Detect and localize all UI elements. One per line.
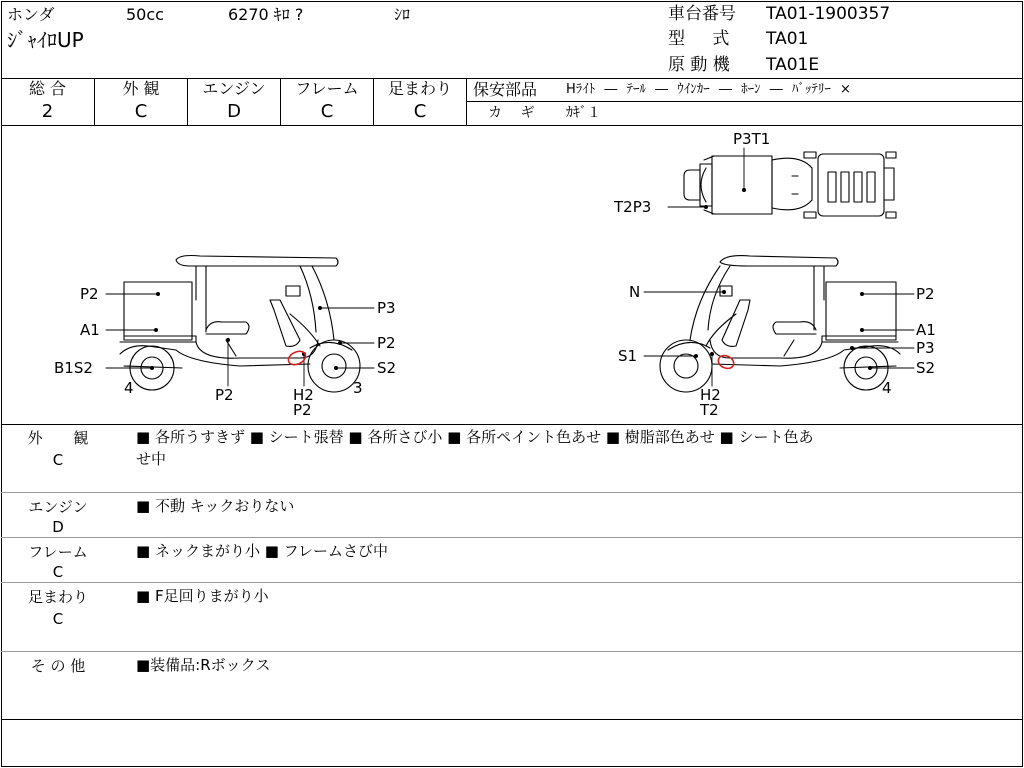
label-left-b1s2: B1S2 xyxy=(54,359,93,377)
remark-suspension-label: 足まわり xyxy=(27,588,88,606)
remark-engine-grade: D xyxy=(52,518,64,536)
label-right-4: 4 xyxy=(882,379,892,397)
label-right-p2: P2 xyxy=(916,285,935,303)
label-right-h2: H2 xyxy=(700,386,721,404)
grade-overall-value: 2 xyxy=(41,101,54,122)
label-left-p3: P3 xyxy=(377,299,396,317)
leader-lines xyxy=(106,148,914,386)
rule-grade-mid xyxy=(466,101,1022,102)
remark-exterior-line2: せ中 xyxy=(136,450,167,468)
label-left-s2: S2 xyxy=(377,359,397,377)
frame-no-label: 車台番号 xyxy=(668,4,736,24)
left-side-view-scooter xyxy=(120,256,360,393)
grade-suspension-value: C xyxy=(413,101,427,122)
remark-exterior-grade: C xyxy=(52,451,64,469)
remark-engine-label: エンジン xyxy=(28,498,88,516)
grade-overall-label: 総 合 xyxy=(28,79,67,98)
safety-items: Hﾗｲﾄ ― ﾃｰﾙ ― ｳｲﾝｶｰ ― ﾎｰﾝ ― ﾊﾞｯﾃﾘｰ × xyxy=(566,82,851,97)
grade-exterior-label: 外 観 xyxy=(122,79,160,98)
frame-no: TA01-1900357 xyxy=(766,4,891,24)
safety-label: 保安部品 xyxy=(473,80,538,99)
remark-other-line1: ■装備品:Rボックス xyxy=(136,656,271,674)
remark-suspension-line1: ■ F足回りまがり小 xyxy=(136,587,269,605)
remark-exterior-label: 外 観 xyxy=(27,429,89,447)
mileage: 6270 ｷﾛ ? xyxy=(228,5,304,24)
rule-diagram-bottom xyxy=(1,424,1022,425)
engine-label: 原 動 機 xyxy=(668,55,730,75)
grade-frame-label: フレーム xyxy=(295,79,359,98)
remark-other-label: そ の 他 xyxy=(30,657,86,675)
remark-frame-line1: ■ ネックまがり小 ■ フレームさび中 xyxy=(136,542,389,560)
right-side-view-scooter xyxy=(660,256,900,392)
label-top-p3t1: P3T1 xyxy=(733,130,771,148)
remark-exterior-line1: ■ 各所うすきず ■ シート張替 ■ 各所さび小 ■ 各所ペイント色あせ ■ 樹脂部色あせ ■ シート色あ xyxy=(136,428,814,446)
maker: ホンダ xyxy=(7,5,55,24)
label-top-t2p3: T2P3 xyxy=(614,198,652,216)
model-name: ｼﾞｬｲﾛUP xyxy=(7,28,84,52)
grade-frame-value: C xyxy=(320,101,334,122)
engine-code: TA01E xyxy=(766,55,820,75)
label-left-h2: H2 xyxy=(293,386,314,404)
label-right-s2: S2 xyxy=(916,359,936,377)
grade-engine-label: エンジン xyxy=(202,79,266,98)
model-label: 型 式 xyxy=(668,29,730,49)
label-right-a1: A1 xyxy=(916,321,936,339)
remark-frame-label: フレーム xyxy=(28,543,88,561)
label-left-p2c: P2 xyxy=(293,401,312,419)
label-left-p2a: P2 xyxy=(80,285,99,303)
label-left-a1: A1 xyxy=(80,321,100,339)
rule-remark-2 xyxy=(1,537,1022,538)
remark-suspension-grade: C xyxy=(52,610,64,628)
label-right-n: N xyxy=(629,283,641,301)
key-label: カ ギ xyxy=(488,105,535,121)
body-color: ｼﾛ xyxy=(394,5,411,24)
displacement: 50cc xyxy=(126,5,164,24)
remark-frame-grade: C xyxy=(52,563,64,581)
damage-dots xyxy=(150,188,872,370)
rule-remark-4 xyxy=(1,651,1022,652)
rule-remark-1 xyxy=(1,492,1022,493)
rule-remark-5 xyxy=(1,719,1022,720)
top-view-scooter xyxy=(684,152,896,218)
label-left-3: 3 xyxy=(353,379,363,397)
label-right-s1: S1 xyxy=(618,347,638,365)
grade-suspension-label: 足まわり xyxy=(387,79,452,98)
remark-engine-line1: ■ 不動 キックおりない xyxy=(136,497,295,515)
label-right-p3: P3 xyxy=(916,339,935,357)
label-left-p2d: P2 xyxy=(377,334,396,352)
rule-col-5 xyxy=(466,78,467,125)
grade-exterior-value: C xyxy=(134,101,148,122)
label-left-p2b: P2 xyxy=(215,386,234,404)
grade-engine-value: D xyxy=(227,101,241,122)
damage-diagram xyxy=(0,126,1024,424)
label-left-4: 4 xyxy=(124,379,134,397)
rule-remark-3 xyxy=(1,582,1022,583)
label-right-t2: T2 xyxy=(700,401,719,419)
model-code: TA01 xyxy=(766,29,809,49)
key-value: ｶｷﾞ１ xyxy=(566,105,601,121)
